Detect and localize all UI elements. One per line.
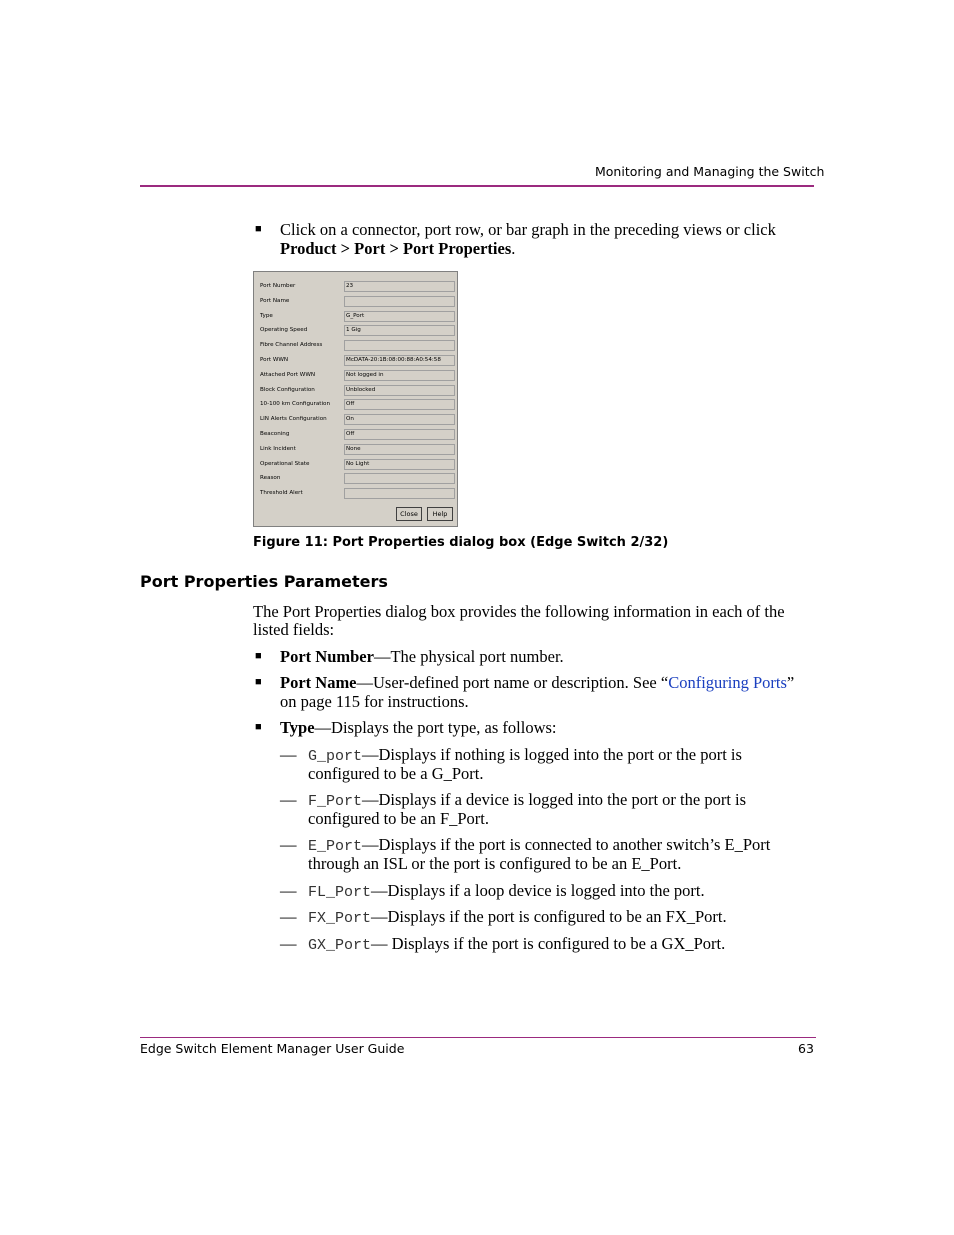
dialog-field-value: No Light xyxy=(344,459,455,470)
dialog-field-label: 10-100 km Configuration xyxy=(260,401,330,408)
port-type-code: E_Port xyxy=(308,838,363,855)
figure-caption: Figure 11: Port Properties dialog box (Edge Switch 2/32) xyxy=(253,535,669,550)
menu-path: Product > Port > Port Properties xyxy=(280,239,512,258)
dialog-field-value: None xyxy=(344,444,455,455)
close-button-label: Close xyxy=(400,510,418,518)
running-header: Monitoring and Managing the Switch xyxy=(595,164,825,179)
dialog-field-row xyxy=(260,398,456,413)
port-type-description: — Displays if the port is configured to be a GX_Port. xyxy=(371,934,726,953)
dialog-field-row xyxy=(260,413,456,428)
dialog-field-value: Unblocked xyxy=(344,385,455,396)
period: . xyxy=(511,239,516,258)
dash-marker: — xyxy=(280,881,297,900)
dialog-field-row xyxy=(260,310,456,325)
dash-marker: — xyxy=(280,907,297,926)
port-type-description: —Displays if the port is connected to another switch’s E_Port xyxy=(362,835,771,854)
port-type-description: —Displays if nothing is logged into the port or the port is xyxy=(362,745,742,764)
dialog-field-label: Port Name xyxy=(260,297,290,304)
dialog-field-value xyxy=(344,340,455,351)
dialog-field-label: Port WWN xyxy=(260,357,289,363)
type-item xyxy=(308,835,770,856)
close-button[interactable] xyxy=(396,507,422,521)
term-port-name: Port Name xyxy=(280,673,357,692)
dialog-field-row xyxy=(260,280,456,295)
port-type-code: GX_Port xyxy=(308,937,372,954)
dialog-field-value xyxy=(344,488,455,499)
dialog-field-row xyxy=(260,487,456,502)
bullet-port-number xyxy=(280,647,564,666)
page-number: 63 xyxy=(798,1041,814,1056)
dialog-field-row xyxy=(260,339,456,354)
dialog-field-value: Off xyxy=(344,399,455,410)
dialog-field-value: 23 xyxy=(344,281,455,292)
bullet-port-name-line2: on page 115 for instructions. xyxy=(280,692,469,711)
dialog-field-row xyxy=(260,384,456,399)
dialog-field-value: G_Port xyxy=(344,311,455,322)
dialog-field-row xyxy=(260,324,456,339)
dialog-field-value: On xyxy=(344,414,455,425)
type-item xyxy=(308,907,727,928)
dash-marker: — xyxy=(280,934,297,953)
help-button-label: Help xyxy=(432,510,448,518)
dash-marker: — xyxy=(280,745,297,764)
type-item-continuation: configured to be an F_Port. xyxy=(308,809,490,828)
port-type-code: FL_Port xyxy=(308,884,372,901)
dialog-field-value: 1 Gig xyxy=(344,325,455,336)
type-item-continuation: configured to be a G_Port. xyxy=(308,764,484,783)
desc-type: —Displays the port type, as follows: xyxy=(314,718,557,737)
dialog-field-value xyxy=(344,473,455,484)
dialog-field-label: Fibre Channel Address xyxy=(260,342,323,349)
type-item xyxy=(308,745,742,766)
dialog-field-row xyxy=(260,295,456,310)
desc-port-name: —User-defined port name or description. See “ xyxy=(356,673,669,692)
port-type-description: —Displays if a device is logged into the port or the port is xyxy=(362,790,747,809)
dialog-field-label: Attached Port WWN xyxy=(260,371,316,378)
dialog-field-value: McDATA-20:1B:08:00:88:A0:54:58 xyxy=(344,355,455,366)
dialog-field-label: Threshold Alert xyxy=(260,490,303,497)
port-type-code: F_Port xyxy=(308,793,363,810)
dialog-field-label: LIN Alerts Configuration xyxy=(260,416,327,423)
footer-title: Edge Switch Element Manager User Guide xyxy=(140,1041,405,1056)
dialog-field-value: Off xyxy=(344,429,455,440)
dialog-fields xyxy=(256,274,455,498)
port-type-code: FX_Port xyxy=(308,910,372,927)
port-properties-dialog xyxy=(253,271,458,527)
footer-rule xyxy=(140,1037,816,1038)
port-type-code: G_port xyxy=(308,748,363,765)
port-type-description: —Displays if the port is configured to be an FX_Port. xyxy=(371,907,727,926)
term-type: Type xyxy=(280,718,315,737)
bullet-marker: ■ xyxy=(255,721,262,733)
dialog-field-label: Reason xyxy=(260,475,281,482)
section-heading: Port Properties Parameters xyxy=(140,572,388,591)
type-item xyxy=(308,881,705,902)
dialog-field-label: Operating Speed xyxy=(260,327,308,334)
bullet-marker: ■ xyxy=(255,676,262,688)
bullet-marker: ■ xyxy=(255,650,262,662)
port-type-description: —Displays if a loop device is logged into the port. xyxy=(371,881,705,900)
configuring-ports-link[interactable]: Configuring Ports xyxy=(668,673,787,692)
intro-paragraph-line2: listed fields: xyxy=(253,620,335,639)
dialog-field-value xyxy=(344,296,455,307)
intro-bullet-line2 xyxy=(280,239,515,258)
help-button[interactable] xyxy=(427,507,453,521)
bullet-type xyxy=(280,718,557,737)
type-item-continuation: through an ISL or the port is configured to be an E_Port. xyxy=(308,854,682,873)
dialog-field-row xyxy=(260,428,456,443)
dialog-field-row xyxy=(260,472,456,487)
type-item xyxy=(308,790,746,811)
bullet-marker: ■ xyxy=(255,223,262,235)
dialog-field-label: Beaconing xyxy=(260,431,290,437)
dialog-field-label: Operational State xyxy=(260,460,310,467)
term-port-number: Port Number xyxy=(280,647,374,666)
dialog-field-row xyxy=(260,458,456,473)
dash-marker: — xyxy=(280,835,297,854)
dialog-field-row xyxy=(260,369,456,384)
dialog-field-label: Port Number xyxy=(260,283,296,289)
intro-bullet-line1: Click on a connector, port row, or bar graph in the preceding views or click xyxy=(280,220,776,239)
desc-port-number: —The physical port number. xyxy=(373,647,564,666)
dialog-field-row xyxy=(260,354,456,369)
dialog-field-label: Link Incident xyxy=(260,445,296,452)
bullet-port-name xyxy=(280,673,794,692)
dialog-field-value: Not logged in xyxy=(344,370,455,381)
dialog-field-label: Block Configuration xyxy=(260,386,315,393)
dash-marker: — xyxy=(280,790,297,809)
dialog-field-row xyxy=(260,443,456,458)
dialog-field-label: Type xyxy=(260,312,273,319)
close-quote: ” xyxy=(786,673,795,692)
intro-paragraph-line1: The Port Properties dialog box provides the following information in each of the xyxy=(253,602,785,621)
type-item xyxy=(308,934,725,955)
header-rule xyxy=(140,185,814,187)
